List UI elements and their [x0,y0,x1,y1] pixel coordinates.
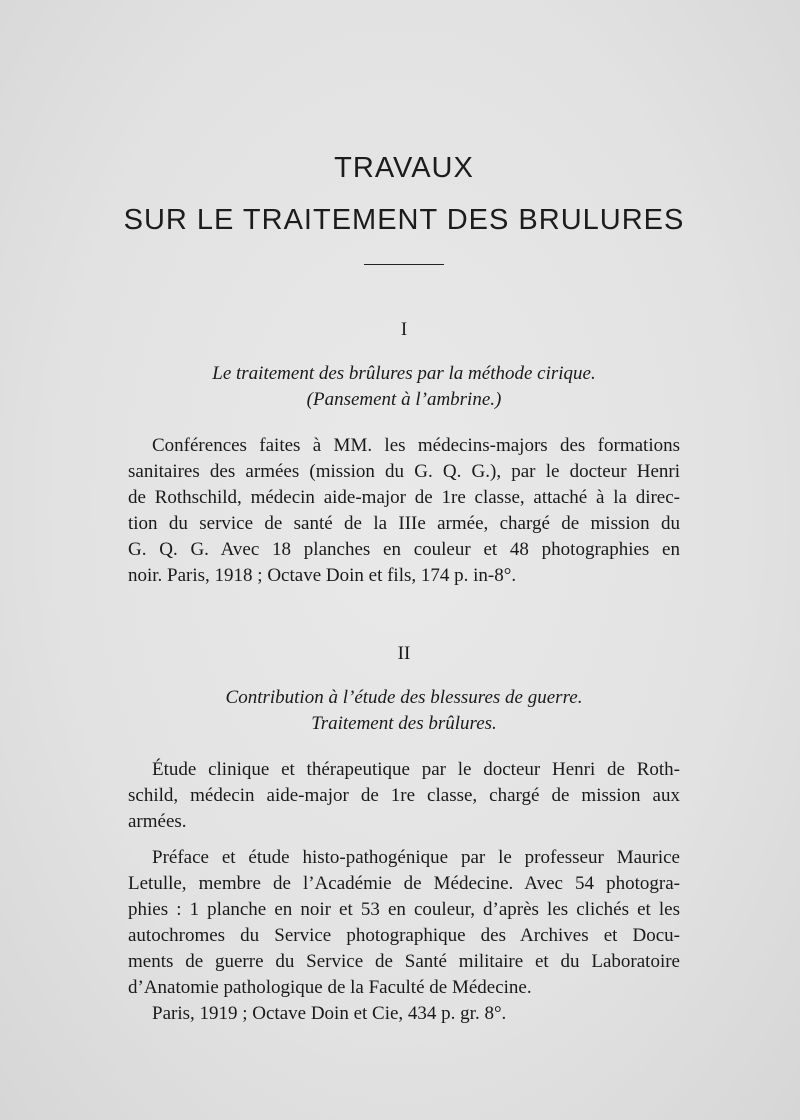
section-1 [128,319,680,589]
subtitle-line: Le traitement des brûlures par la méthode cirique. [212,363,596,384]
section-subtitle [128,361,680,413]
section-2 [128,643,680,1027]
section-numeral: II [397,643,411,664]
paragraph-line: tion du service de santé de la IIIe armée, chargé de mission du [128,513,680,534]
subtitle-line: (Pansement à l’ambrine.) [306,389,502,410]
title-rule [364,264,444,265]
paragraph [128,845,680,1001]
paragraph [128,757,680,835]
paragraph-line: Préface et étude histo-pathogénique par le professeur Maurice [152,847,680,868]
title-line-1: TRAVAUX [334,152,474,184]
paragraph-line: Étude clinique et thérapeutique par le docteur Henri de Roth- [152,759,680,780]
section-numeral: I [400,319,408,340]
paragraph-line: autochromes du Service photographique des Archives et Docu- [128,925,680,946]
paragraph-line: schild, médecin aide-major de 1re classe, chargé de mission aux [128,785,680,806]
paragraph-line: Paris, 1919 ; Octave Doin et Cie, 434 p. gr. 8°. [152,1003,507,1024]
paragraph-line: d’Anatomie pathologique de la Faculté de Médecine. [128,977,532,998]
paragraph-line: de Rothschild, médecin aide-major de 1re classe, attaché à la direc- [128,487,680,508]
page-content [123,150,685,1027]
paragraph-line: phies : 1 planche en noir et 53 en couleur, d’après les clichés et les [128,899,680,920]
subtitle-line: Traitement des brûlures. [311,713,497,734]
section-subtitle [128,685,680,737]
paragraph-line: sanitaires des armées (mission du G. Q. G.), par le docteur Henri [128,461,680,482]
subtitle-line: Contribution à l’étude des blessures de guerre. [225,687,583,708]
title-line-2: SUR LE TRAITEMENT DES BRULURES [123,204,685,236]
paragraph-line: Conférences faites à MM. les médecins-majors des formations [152,435,680,456]
paragraph [128,433,680,589]
paragraph-line: Letulle, membre de l’Académie de Médecine. Avec 54 photogra- [128,873,680,894]
paragraph-line: armées. [128,811,187,832]
paragraph-line: G. Q. G. Avec 18 planches en couleur et 48 photographies en [128,539,680,560]
paragraph-line: noir. Paris, 1918 ; Octave Doin et fils, 174 p. in-8°. [128,565,517,586]
paragraph [128,1001,680,1027]
paragraph-line: ments de guerre du Service de Santé militaire et du Laboratoire [128,951,680,972]
